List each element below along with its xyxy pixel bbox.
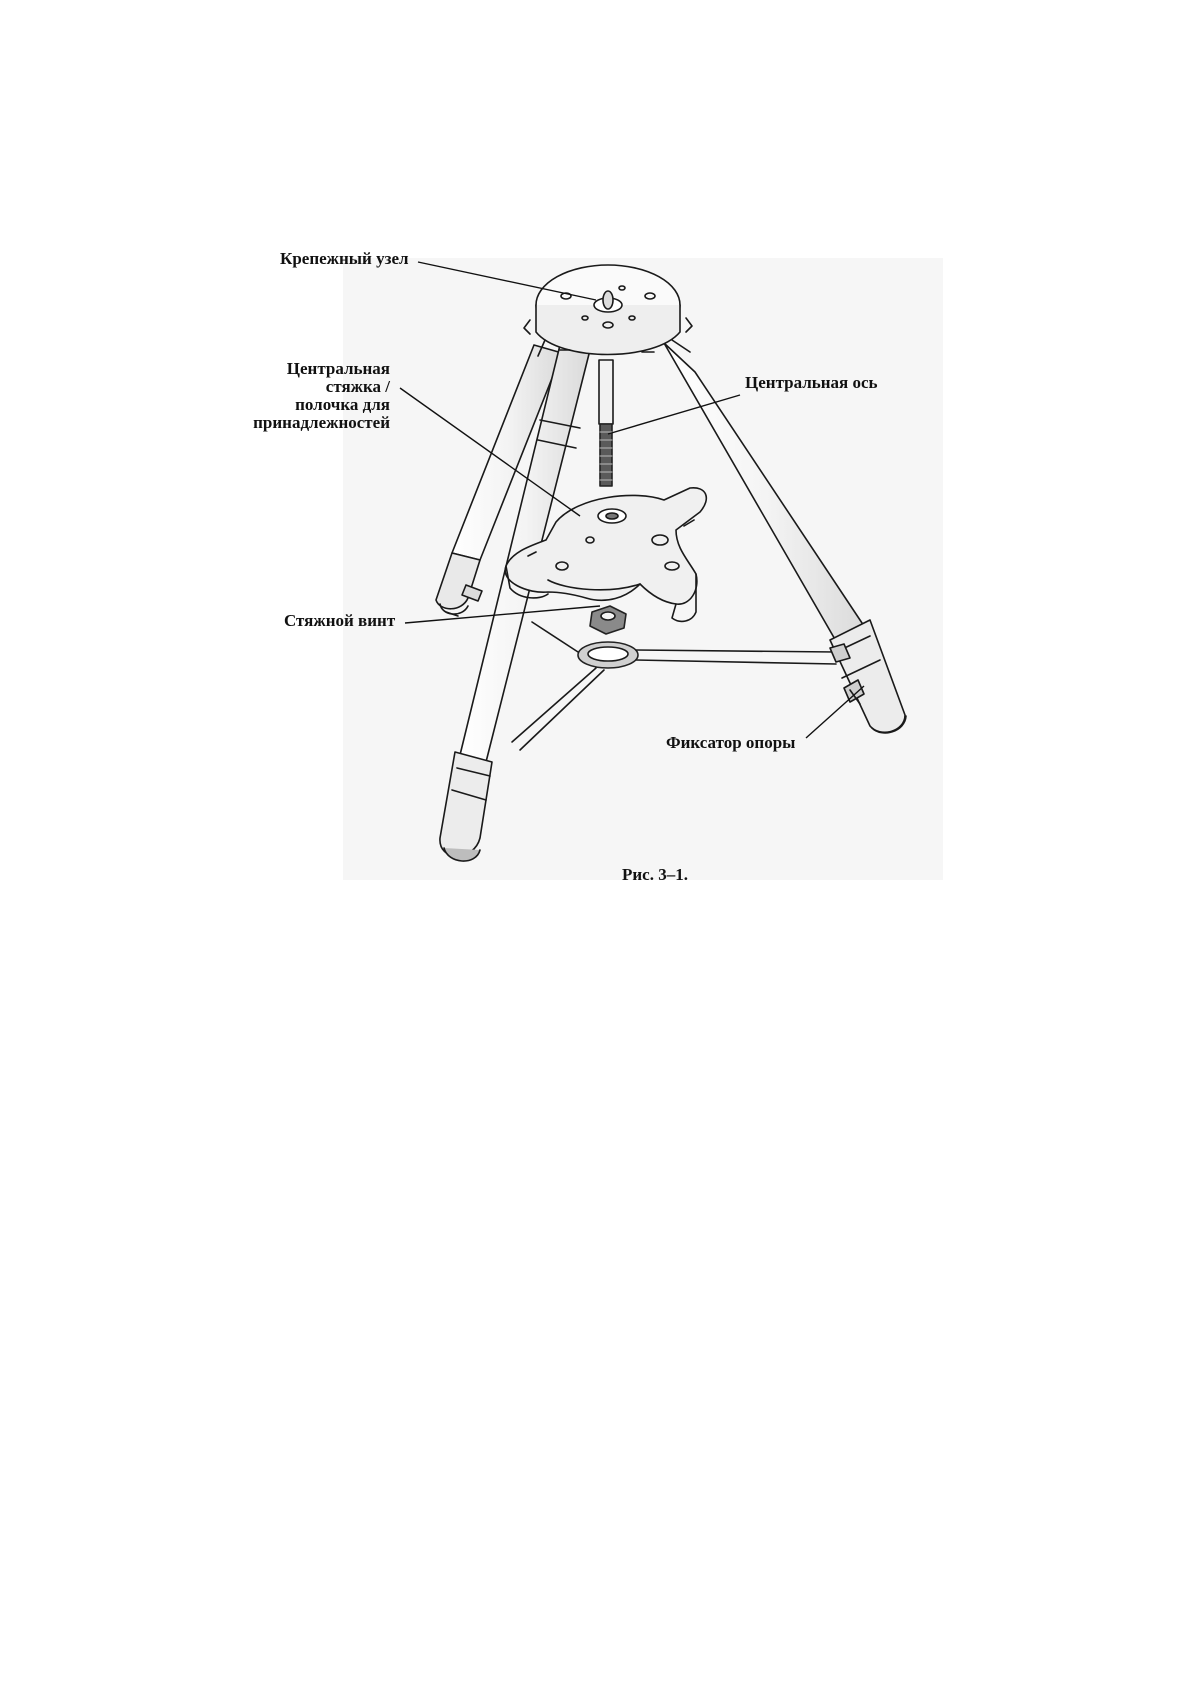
label-center-brace-line-3: полочка для <box>295 395 390 414</box>
label-center-brace <box>240 360 390 432</box>
label-tension-knob: Стяжной винт <box>284 611 396 630</box>
label-center-brace-line-2: стяжка / <box>325 377 390 396</box>
label-mount-head: Крепежный узел <box>280 249 409 268</box>
figure-caption: Рис. 3–1. <box>622 865 688 884</box>
label-center-brace-line-1: Центральная <box>286 359 390 378</box>
label-center-brace-line-4: принадлежностей <box>253 413 390 432</box>
label-leg-lock: Фиксатор опоры <box>666 733 796 752</box>
label-center-axis: Центральная ось <box>745 373 878 392</box>
center-axis-rod <box>599 360 613 486</box>
